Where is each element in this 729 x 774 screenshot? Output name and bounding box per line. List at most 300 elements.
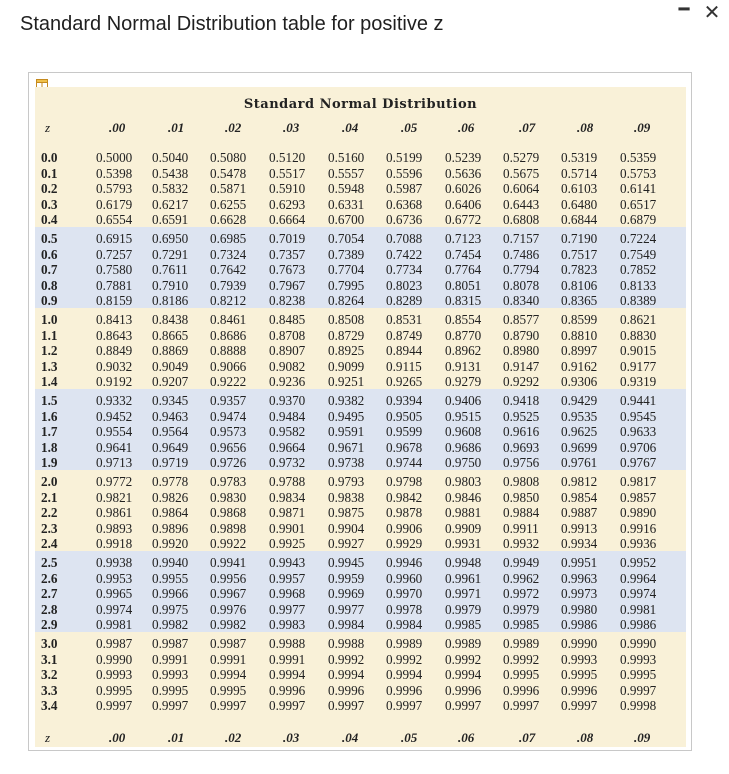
z-value: 1.0 bbox=[41, 312, 58, 327]
table-cell: 0.9929 bbox=[386, 536, 423, 552]
table-row bbox=[35, 473, 686, 489]
table-cell: 0.8888 bbox=[210, 343, 247, 359]
table-cell: 0.9961 bbox=[445, 570, 482, 586]
table-cell: 0.9798 bbox=[386, 474, 423, 489]
z-value: 0.8 bbox=[41, 277, 58, 293]
table-cell: 0.9515 bbox=[445, 408, 482, 424]
column-header-col-2: .02 bbox=[225, 120, 242, 135]
table-cell: 0.9633 bbox=[620, 424, 657, 440]
table-cell: 0.9995 bbox=[210, 682, 247, 698]
table-cell: 0.7224 bbox=[620, 231, 657, 246]
table-cell: 0.9981 bbox=[620, 601, 657, 617]
table-cell: 0.9719 bbox=[152, 455, 189, 471]
table-cell: 0.9099 bbox=[328, 358, 365, 374]
table-cell: 0.9850 bbox=[503, 489, 540, 505]
table-cell: 0.5871 bbox=[210, 181, 247, 197]
table-cell: 0.9938 bbox=[96, 555, 133, 570]
table-cell: 0.8869 bbox=[152, 343, 189, 359]
table-cell: 0.9545 bbox=[620, 408, 657, 424]
table-cell: 0.5000 bbox=[96, 150, 133, 165]
table-cell: 0.9750 bbox=[445, 455, 482, 471]
table-cell: 0.6255 bbox=[210, 196, 247, 212]
z-value: 2.9 bbox=[41, 617, 58, 633]
table-cell: 0.9906 bbox=[386, 520, 423, 536]
table-cell: 0.8159 bbox=[96, 293, 133, 309]
table-cell: 0.8264 bbox=[328, 293, 365, 309]
table-cell: 0.6664 bbox=[269, 212, 306, 228]
z-value: 3.3 bbox=[41, 682, 58, 698]
table-cell: 0.8708 bbox=[269, 327, 306, 343]
z-value: 3.1 bbox=[41, 651, 58, 667]
table-cell: 0.9993 bbox=[561, 651, 598, 667]
table-cell: 0.9370 bbox=[269, 393, 306, 408]
column-footer-col-3: .03 bbox=[283, 730, 300, 745]
column-header-col-0: .00 bbox=[109, 120, 126, 135]
table-row bbox=[35, 666, 686, 682]
table-cell: 0.8577 bbox=[503, 312, 540, 327]
table-cell: 0.9977 bbox=[328, 601, 365, 617]
table-row bbox=[35, 327, 686, 343]
table-cell: 0.9990 bbox=[96, 651, 133, 667]
table-cell: 0.9956 bbox=[210, 570, 247, 586]
table-cell: 0.8599 bbox=[561, 312, 598, 327]
table-band bbox=[35, 146, 686, 227]
table-row bbox=[35, 392, 686, 408]
z-value: 0.9 bbox=[41, 293, 58, 309]
table-cell: 0.9896 bbox=[152, 520, 189, 536]
table-cell: 0.9292 bbox=[503, 374, 540, 390]
table-cell: 0.9761 bbox=[561, 455, 598, 471]
table-cell: 0.8106 bbox=[561, 277, 598, 293]
table-cell: 0.5557 bbox=[328, 165, 365, 181]
table-cell: 0.9890 bbox=[620, 505, 657, 521]
table-cell: 0.9988 bbox=[269, 636, 306, 651]
table-cell: 0.8051 bbox=[445, 277, 482, 293]
column-footer-col-7: .07 bbox=[519, 730, 536, 745]
table-cell: 0.9878 bbox=[386, 505, 423, 521]
table-cell: 0.7088 bbox=[386, 231, 423, 246]
table-cell: 0.8340 bbox=[503, 293, 540, 309]
table-cell: 0.9995 bbox=[561, 667, 598, 683]
table-cell: 0.6985 bbox=[210, 231, 247, 246]
table-cell: 0.8643 bbox=[96, 327, 133, 343]
table-cell: 0.9664 bbox=[269, 439, 306, 455]
z-value: 2.8 bbox=[41, 601, 58, 617]
table-cell: 0.7823 bbox=[561, 262, 598, 278]
table-cell: 0.9997 bbox=[503, 698, 540, 714]
table-cell: 0.9997 bbox=[96, 698, 133, 714]
table-cell: 0.8212 bbox=[210, 293, 247, 309]
table-cell: 0.7611 bbox=[152, 262, 188, 278]
table-cell: 0.9177 bbox=[620, 358, 657, 374]
z-value: 2.0 bbox=[41, 474, 58, 489]
table-cell: 0.9992 bbox=[386, 651, 423, 667]
table-cell: 0.9974 bbox=[96, 601, 133, 617]
table-cell: 0.9946 bbox=[386, 555, 423, 570]
table-row bbox=[35, 682, 686, 698]
table-cell: 0.9591 bbox=[328, 424, 365, 440]
table-cell: 0.9821 bbox=[96, 489, 133, 505]
table-cell: 0.9706 bbox=[620, 439, 657, 455]
table-cell: 0.9964 bbox=[620, 570, 657, 586]
table-cell: 0.9778 bbox=[152, 474, 189, 489]
column-header-col-3: .03 bbox=[283, 120, 300, 135]
table-cell: 0.6368 bbox=[386, 196, 423, 212]
table-cell: 0.9265 bbox=[386, 374, 423, 390]
table-cell: 0.5948 bbox=[328, 181, 365, 197]
table-cell: 0.9554 bbox=[96, 424, 133, 440]
table-cell: 0.6736 bbox=[386, 212, 423, 228]
table-cell: 0.6026 bbox=[445, 181, 482, 197]
table-cell: 0.9986 bbox=[561, 617, 598, 633]
table-cell: 0.8508 bbox=[328, 312, 365, 327]
table-cell: 0.9649 bbox=[152, 439, 189, 455]
table-cell: 0.9441 bbox=[620, 393, 657, 408]
table-cell: 0.5478 bbox=[210, 165, 247, 181]
table-cell: 0.9966 bbox=[152, 586, 189, 602]
table-cell: 0.5040 bbox=[152, 150, 189, 165]
table-row bbox=[35, 358, 686, 374]
table-cell: 0.9916 bbox=[620, 520, 657, 536]
table-cell: 0.9993 bbox=[620, 651, 657, 667]
table-cell: 0.9861 bbox=[96, 505, 133, 521]
table-cell: 0.9394 bbox=[386, 393, 423, 408]
column-footer-col-4: .04 bbox=[342, 730, 359, 745]
table-row bbox=[35, 180, 686, 196]
table-band bbox=[35, 308, 686, 389]
table-cell: 0.9925 bbox=[269, 536, 306, 552]
table-band bbox=[35, 551, 686, 632]
table-band bbox=[35, 470, 686, 551]
table-cell: 0.8133 bbox=[620, 277, 657, 293]
table-cell: 0.8944 bbox=[386, 343, 423, 359]
table-row bbox=[35, 601, 686, 617]
table-cell: 0.9893 bbox=[96, 520, 133, 536]
z-value: 2.4 bbox=[41, 536, 58, 552]
table-cell: 0.5517 bbox=[269, 165, 306, 181]
table-cell: 0.9979 bbox=[503, 601, 540, 617]
table-row bbox=[35, 454, 686, 470]
table-cell: 0.8729 bbox=[328, 327, 365, 343]
z-value: 0.4 bbox=[41, 212, 58, 228]
table-cell: 0.9884 bbox=[503, 505, 540, 521]
table-cell: 0.9951 bbox=[561, 555, 598, 570]
table-cell: 0.8315 bbox=[445, 293, 482, 309]
table-row bbox=[35, 697, 686, 713]
table-cell: 0.9032 bbox=[96, 358, 133, 374]
table-cell: 0.5120 bbox=[269, 150, 306, 165]
table-cell: 0.9962 bbox=[503, 570, 540, 586]
table-cell: 0.9599 bbox=[386, 424, 423, 440]
table-cell: 0.9357 bbox=[210, 393, 247, 408]
table-row bbox=[35, 535, 686, 551]
z-value: 1.8 bbox=[41, 439, 58, 455]
table-cell: 0.9812 bbox=[561, 474, 598, 489]
table-cell: 0.9808 bbox=[503, 474, 540, 489]
table-cell: 0.8749 bbox=[386, 327, 423, 343]
table-cell: 0.9898 bbox=[210, 520, 247, 536]
table-cell: 0.6179 bbox=[96, 196, 133, 212]
table-cell: 0.8554 bbox=[445, 312, 482, 327]
table-cell: 0.6844 bbox=[561, 212, 598, 228]
table-row bbox=[35, 570, 686, 586]
table-cell: 0.9842 bbox=[386, 489, 423, 505]
table-cell: 0.9732 bbox=[269, 455, 306, 471]
table-frame bbox=[28, 72, 692, 751]
table-cell: 0.9881 bbox=[445, 505, 482, 521]
table-cell: 0.9974 bbox=[620, 586, 657, 602]
table-cell: 0.9147 bbox=[503, 358, 540, 374]
table-cell: 0.9992 bbox=[503, 651, 540, 667]
table-cell: 0.9997 bbox=[620, 682, 657, 698]
table-cell: 0.8665 bbox=[152, 327, 189, 343]
column-footer-col-2: .02 bbox=[225, 730, 242, 745]
table-cell: 0.7157 bbox=[503, 231, 540, 246]
table-cell: 0.9987 bbox=[96, 636, 133, 651]
table-cell: 0.9970 bbox=[386, 586, 423, 602]
column-header-col-9: .09 bbox=[634, 120, 651, 135]
table-cell: 0.9994 bbox=[328, 667, 365, 683]
table-band bbox=[35, 632, 686, 713]
table-cell: 0.9671 bbox=[328, 439, 365, 455]
column-header-col-4: .04 bbox=[342, 120, 359, 135]
table-cell: 0.9162 bbox=[561, 358, 598, 374]
table-cell: 0.5753 bbox=[620, 165, 657, 181]
table-cell: 0.9992 bbox=[328, 651, 365, 667]
z-value: 0.5 bbox=[41, 231, 58, 246]
z-value: 3.2 bbox=[41, 667, 58, 683]
table-cell: 0.8907 bbox=[269, 343, 306, 359]
z-value: 1.4 bbox=[41, 374, 58, 390]
table-band bbox=[35, 389, 686, 470]
table-row bbox=[35, 423, 686, 439]
table-cell: 0.7517 bbox=[561, 246, 598, 262]
table-cell: 0.9943 bbox=[269, 555, 306, 570]
table-cell: 0.9911 bbox=[503, 520, 539, 536]
table-cell: 0.9996 bbox=[503, 682, 540, 698]
table-cell: 0.5319 bbox=[561, 150, 598, 165]
column-header-col-7: .07 bbox=[519, 120, 536, 135]
table-row bbox=[35, 230, 686, 246]
table-cell: 0.9996 bbox=[269, 682, 306, 698]
table-cell: 0.9997 bbox=[210, 698, 247, 714]
table-title: Standard Normal Distribution bbox=[243, 97, 478, 112]
table-cell: 0.9995 bbox=[620, 667, 657, 683]
table-cell: 0.9994 bbox=[210, 667, 247, 683]
table-cell: 0.8078 bbox=[503, 277, 540, 293]
table-cell: 0.9495 bbox=[328, 408, 365, 424]
table-cell: 0.7454 bbox=[445, 246, 482, 262]
z-value: 2.7 bbox=[41, 586, 58, 602]
table-cell: 0.9192 bbox=[96, 374, 133, 390]
table-cell: 0.9429 bbox=[561, 393, 598, 408]
table-cell: 0.9738 bbox=[328, 455, 365, 471]
table-cell: 0.9656 bbox=[210, 439, 247, 455]
table-cell: 0.9971 bbox=[445, 586, 482, 602]
table-cell: 0.9345 bbox=[152, 393, 189, 408]
table-cell: 0.9985 bbox=[503, 617, 540, 633]
table-cell: 0.8810 bbox=[561, 327, 598, 343]
table-cell: 0.9131 bbox=[445, 358, 482, 374]
table-cell: 0.7054 bbox=[328, 231, 365, 246]
table-cell: 0.9582 bbox=[269, 424, 306, 440]
table-cell: 0.9998 bbox=[620, 698, 657, 714]
table-cell: 0.9996 bbox=[386, 682, 423, 698]
table-cell: 0.9236 bbox=[269, 374, 306, 390]
table-cell: 0.9306 bbox=[561, 374, 598, 390]
z-value: 1.6 bbox=[41, 408, 58, 424]
z-value: 2.6 bbox=[41, 570, 58, 586]
table-cell: 0.7794 bbox=[503, 262, 540, 278]
table-cell: 0.9987 bbox=[210, 636, 247, 651]
table-cell: 0.9963 bbox=[561, 570, 598, 586]
table-cell: 0.5675 bbox=[503, 165, 540, 181]
table-cell: 0.6480 bbox=[561, 196, 598, 212]
table-cell: 0.9945 bbox=[328, 555, 365, 570]
table-cell: 0.9997 bbox=[152, 698, 189, 714]
table-cell: 0.7704 bbox=[328, 262, 365, 278]
table-cell: 0.9987 bbox=[152, 636, 189, 651]
table-cell: 0.9382 bbox=[328, 393, 365, 408]
table-cell: 0.9826 bbox=[152, 489, 189, 505]
table-cell: 0.9783 bbox=[210, 474, 247, 489]
table-cell: 0.9997 bbox=[445, 698, 482, 714]
table-cell: 0.9332 bbox=[96, 393, 133, 408]
table-cell: 0.7486 bbox=[503, 246, 540, 262]
table-cell: 0.9699 bbox=[561, 439, 598, 455]
table-row bbox=[35, 292, 686, 308]
table-row bbox=[35, 489, 686, 505]
page-title: Standard Normal Distribution table for positive z bbox=[20, 13, 444, 35]
table-cell: 0.8389 bbox=[620, 293, 657, 309]
table-cell: 0.8770 bbox=[445, 327, 482, 343]
column-header-col-1: .01 bbox=[168, 120, 185, 135]
table-cell: 0.9995 bbox=[503, 667, 540, 683]
z-value: 0.3 bbox=[41, 196, 58, 212]
column-header-col-5: .05 bbox=[401, 120, 418, 135]
table-cell: 0.9960 bbox=[386, 570, 423, 586]
table-cell: 0.5359 bbox=[620, 150, 657, 165]
table-cell: 0.9913 bbox=[561, 520, 598, 536]
table-cell: 0.7673 bbox=[269, 262, 306, 278]
table-cell: 0.9948 bbox=[445, 555, 482, 570]
table-cell: 0.9251 bbox=[328, 374, 365, 390]
column-header-col-8: .08 bbox=[577, 120, 594, 135]
table-row bbox=[35, 342, 686, 358]
table-cell: 0.7257 bbox=[96, 246, 133, 262]
table-cell: 0.9994 bbox=[269, 667, 306, 683]
table-cell: 0.8686 bbox=[210, 327, 247, 343]
table-cell: 0.9997 bbox=[328, 698, 365, 714]
table-cell: 0.9726 bbox=[210, 455, 247, 471]
table-cell: 0.5987 bbox=[386, 181, 423, 197]
table-cell: 0.9993 bbox=[152, 667, 189, 683]
table-cell: 0.5279 bbox=[503, 150, 540, 165]
table-cell: 0.6808 bbox=[503, 212, 540, 228]
table-cell: 0.9975 bbox=[152, 601, 189, 617]
table-cell: 0.8289 bbox=[386, 293, 423, 309]
table-cell: 0.9996 bbox=[328, 682, 365, 698]
table-row bbox=[35, 165, 686, 181]
table-row bbox=[35, 520, 686, 536]
table-cell: 0.9904 bbox=[328, 520, 365, 536]
table-cell: 0.9984 bbox=[328, 617, 365, 633]
table-cell: 0.9452 bbox=[96, 408, 133, 424]
table-cell: 0.9901 bbox=[269, 520, 306, 536]
table-cell: 0.9991 bbox=[269, 651, 306, 667]
table-row bbox=[35, 149, 686, 165]
table-cell: 0.7910 bbox=[152, 277, 189, 293]
table-cell: 0.6554 bbox=[96, 212, 133, 228]
table-cell: 0.8461 bbox=[210, 312, 247, 327]
table-cell: 0.7019 bbox=[269, 231, 306, 246]
table-cell: 0.9989 bbox=[503, 636, 540, 651]
table-cell: 0.7939 bbox=[210, 277, 247, 293]
table-row bbox=[35, 311, 686, 327]
table-cell: 0.5714 bbox=[561, 165, 598, 181]
z-value: 3.4 bbox=[41, 698, 58, 714]
table-row bbox=[35, 439, 686, 455]
table-cell: 0.5080 bbox=[210, 150, 247, 165]
table-cell: 0.9817 bbox=[620, 474, 657, 489]
table-cell: 0.9996 bbox=[561, 682, 598, 698]
table-cell: 0.9953 bbox=[96, 570, 133, 586]
column-footer-col-5: .05 bbox=[401, 730, 418, 745]
table-band bbox=[35, 227, 686, 308]
table-cell: 0.7642 bbox=[210, 262, 247, 278]
minimize-button[interactable]: ━ bbox=[678, 0, 690, 20]
table-cell: 0.9909 bbox=[445, 520, 482, 536]
table-cell: 0.9995 bbox=[96, 682, 133, 698]
table-cell: 0.9222 bbox=[210, 374, 247, 390]
column-header-bottom bbox=[35, 730, 686, 750]
table-cell: 0.9616 bbox=[503, 424, 540, 440]
table-cell: 0.9986 bbox=[620, 617, 657, 633]
z-value: 2.3 bbox=[41, 520, 58, 536]
table-row bbox=[35, 277, 686, 293]
z-value: 0.1 bbox=[41, 165, 58, 181]
table-cell: 0.5596 bbox=[386, 165, 423, 181]
table-cell: 0.5832 bbox=[152, 181, 189, 197]
table-cell: 0.9967 bbox=[210, 586, 247, 602]
table-cell: 0.8830 bbox=[620, 327, 657, 343]
table-cell: 0.9965 bbox=[96, 586, 133, 602]
table-row bbox=[35, 196, 686, 212]
table-cell: 0.9990 bbox=[561, 636, 598, 651]
close-button[interactable]: ✕ bbox=[703, 0, 721, 24]
table-cell: 0.9994 bbox=[386, 667, 423, 683]
table-cell: 0.9115 bbox=[386, 358, 422, 374]
column-footer-col-0: .00 bbox=[109, 730, 126, 745]
z-value: 1.2 bbox=[41, 343, 58, 359]
table-cell: 0.9973 bbox=[561, 586, 598, 602]
table-cell: 0.9969 bbox=[328, 586, 365, 602]
table-cell: 0.9868 bbox=[210, 505, 247, 521]
table-cell: 0.6064 bbox=[503, 181, 540, 197]
table-cell: 0.9997 bbox=[561, 698, 598, 714]
table-cell: 0.6217 bbox=[152, 196, 189, 212]
table-cell: 0.6103 bbox=[561, 181, 598, 197]
table-cell: 0.8438 bbox=[152, 312, 189, 327]
table-cell: 0.7549 bbox=[620, 246, 657, 262]
z-value: 2.2 bbox=[41, 505, 58, 521]
table-cell: 0.9744 bbox=[386, 455, 423, 471]
z-value: 0.7 bbox=[41, 262, 58, 278]
table-cell: 0.9846 bbox=[445, 489, 482, 505]
table-cell: 0.9564 bbox=[152, 424, 189, 440]
table-cell: 0.9989 bbox=[445, 636, 482, 651]
table-cell: 0.9981 bbox=[96, 617, 133, 633]
